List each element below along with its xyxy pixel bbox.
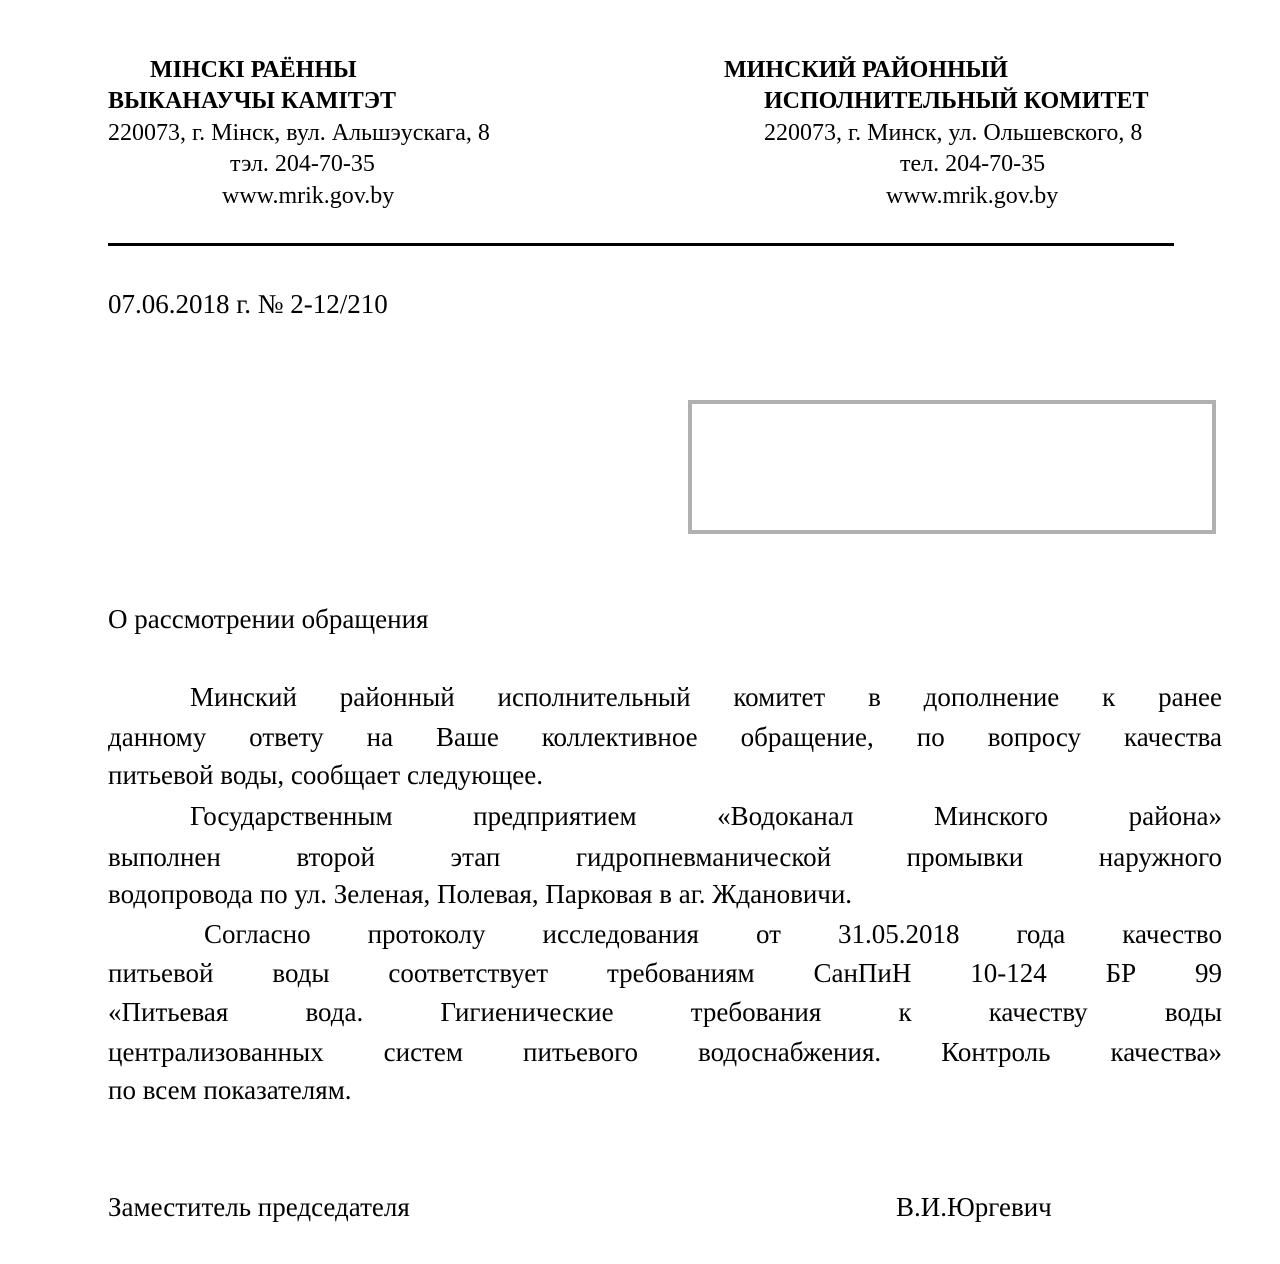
signatory-position: Заместитель председателя (108, 1192, 410, 1222)
recipient-redacted-box (688, 400, 1216, 534)
address-by: 220073, г. Мінск, вул. Альшэускага, 8 (108, 120, 490, 146)
body-line: Государственным предприятием «Водоканал Минского района» (190, 801, 1222, 831)
body-line: по всем показателям. (108, 1075, 352, 1105)
body-line: водопровода по ул. Зеленая, Полевая, Парковая в аг. Ждановичи. (108, 879, 853, 909)
org-name-by-line2: ВЫКАНАУЧЫ КАМІТЭТ (108, 88, 397, 114)
website-by: www.mrik.gov.by (222, 183, 395, 209)
header-divider (108, 243, 1174, 246)
phone-by: тэл. 204-70-35 (230, 151, 375, 177)
body-line: Согласно протоколу исследования от 31.05.2018 года качество (204, 919, 1222, 949)
body-line: централизованных систем питьевого водоснабжения. Контроль качества» (108, 1037, 1222, 1067)
org-name-ru-line2: ИСПОЛНИТЕЛЬНЫЙ КОМИТЕТ (764, 88, 1149, 114)
date-number: 07.06.2018 г. № 2-12/210 (108, 289, 388, 319)
address-ru: 220073, г. Минск, ул. Ольшевского, 8 (764, 120, 1143, 146)
signatory-name: В.И.Юргевич (896, 1192, 1052, 1222)
body-line: выполнен второй этап гидропневманической промывки наружного (108, 842, 1222, 872)
phone-ru: тел. 204-70-35 (900, 151, 1046, 177)
org-name-by-line1: МІНСКІ РАЁННЫ (150, 57, 357, 83)
body-line: данному ответу на Ваше коллективное обращение, по вопросу качества (108, 722, 1222, 752)
body-line: питьевой воды, сообщает следующее. (108, 760, 543, 790)
website-ru: www.mrik.gov.by (886, 183, 1059, 209)
body-line: «Питьевая вода. Гигиенические требования к качеству воды (108, 997, 1222, 1027)
org-name-ru-line1: МИНСКИЙ РАЙОННЫЙ (724, 57, 1008, 83)
subject: О рассмотрении обращения (108, 604, 429, 634)
body-line: Минский районный исполнительный комитет в дополнение к ранее (190, 682, 1222, 712)
body-line: питьевой воды соответствует требованиям СанПиН 10-124 БР 99 (108, 958, 1222, 988)
